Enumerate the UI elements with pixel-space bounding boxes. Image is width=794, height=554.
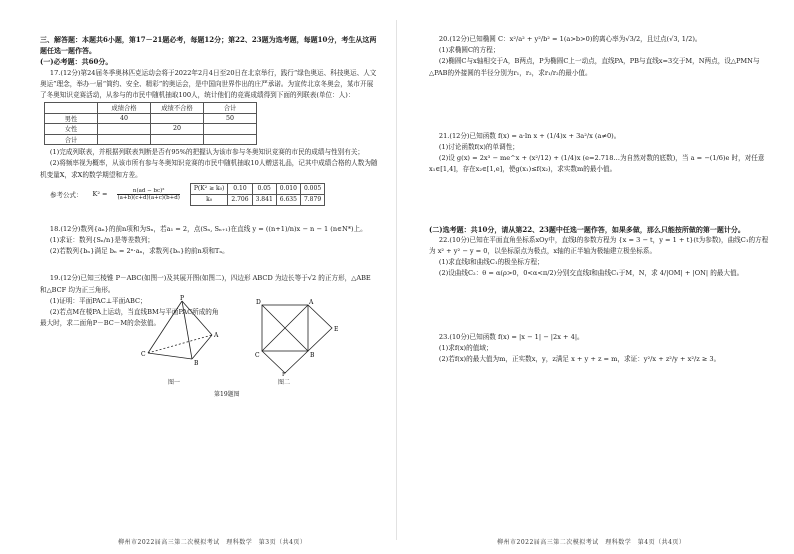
q19-sub1: (1)证明：平面PAC⊥平面ABC； (49, 296, 147, 305)
contingency-table (44, 102, 257, 145)
table-row (45, 134, 257, 145)
label-p: P (180, 295, 185, 303)
fig2-caption: 图二 (278, 379, 291, 387)
formula-denominator: (a+b)(c+d)(a+c)(b+d) (117, 194, 180, 201)
critical-value-table (190, 183, 325, 206)
table-cell: k₀ (190, 194, 228, 205)
label-a2: A (309, 299, 314, 307)
table-cell: 0.10 (228, 183, 252, 194)
q21-sub2: (2)设 g(x) = 2x³ − me^x + (x²/12) + (1/4)x (e=2.718…为自然对数的底数)，当 a = −(1/6)e 时，对任意x₁∈[1,4]，存在x₂∈[1,e]，使g(x₁)≤f(x₂)，求实数m的最小值。 (429, 154, 765, 174)
table-row (190, 194, 324, 205)
q17-sub2: (2)将频率视为概率，从该市所有参与冬奥知识竞赛的市民中随机抽取10人赠送礼品，记其中成绩合格的人数为随机变量X，求X的数学期望和方差。 (40, 159, 378, 179)
q18-sub1: (1)求证：数列{Sₙ/n}是等差数列； (49, 236, 154, 245)
q17-sub1: (1)完成列联表，并根据列联表判断是否有95%的把握认为该市参与冬奥知识竞赛的市民的成绩与性别有关； (49, 148, 365, 157)
table-cell (151, 134, 204, 145)
label-c: C (141, 351, 146, 359)
label-a: A (214, 332, 219, 340)
table-cell (151, 113, 204, 124)
q23-sub2: (2)若f(x)的最大值为m，正实数x，y，z满足 x + y + z = m，求证：y²/x + z²/y + x²/z ≥ 3。 (438, 355, 721, 364)
label-c2: C (255, 352, 260, 360)
q20-text: 20.(12分)已知椭圆 C：x²/a² + y²/b² = 1(a>b>0)的离心率为√3/2，且过点(√3, 1/2)。 (438, 35, 702, 43)
page-footer: 柳州市2022届高三第二次模拟考试 理科数学 第3页（共4页） (118, 539, 307, 546)
formula-lhs: K² = (92, 190, 108, 199)
table-cell: 女性 (45, 124, 98, 135)
table-cell (98, 124, 151, 135)
formula-fraction (117, 188, 179, 201)
q21-sub1: (1)讨论函数f(x)的单调性； (438, 143, 519, 152)
formula-numerator: n(ad − bc)² (117, 188, 179, 195)
table-row (45, 124, 257, 135)
table-cell: 50 (204, 113, 257, 124)
formula-label: 参考公式： (50, 190, 83, 199)
label-d: D (256, 299, 261, 307)
q19-text: 19.(12分)已知三棱锥 P－ABC(如图一)及其展开图(如图二)，四边形 ABCD 为边长等于√2 的正方形，△ABE 和△BCF 均为正三角形。 (40, 274, 371, 294)
table-cell: 6.635 (276, 194, 300, 205)
table-cell (98, 134, 151, 145)
table-header-cell: 成绩合格 (98, 103, 151, 114)
q23-sub1: (1)求f(x)的值域； (438, 343, 493, 352)
table-header-row (45, 103, 257, 114)
q21-text: 21.(12分)已知函数 f(x) = a·ln x + (1/4)x + 3a²/x (a≠0)。 (438, 131, 621, 140)
table-cell: 20 (151, 124, 204, 135)
figure-title: 第19题图 (214, 391, 240, 399)
table-cell: 0.005 (300, 183, 324, 194)
label-b: B (194, 360, 199, 368)
reference-formula (50, 183, 379, 206)
label-e: E (334, 326, 339, 334)
q19-figures (132, 295, 372, 377)
figure-two-net (262, 305, 332, 373)
table-cell: 3.841 (252, 194, 276, 205)
q18-sub2: (2)若数列{bₙ}满足 bₙ = 2ⁿ·aₙ，求数列{bₙ}的前n项和Tₙ。 (49, 247, 229, 256)
page-footer: 柳州市2022届高三第二次模拟考试 理科数学 第4页（共4页） (497, 539, 686, 546)
fig1-caption: 图一 (168, 379, 181, 387)
table-cell: 2.706 (228, 194, 252, 205)
elective-title: (二)选考题：共10分，请从第22、23题中任选一题作答，如果多做，那么只能按所做的第一题计分。 (429, 224, 745, 234)
table-cell: 40 (98, 113, 151, 124)
q20-sub1: (1)求椭圆C的方程； (438, 46, 500, 55)
table-header-cell: 成绩不合格 (151, 103, 204, 114)
table-cell (204, 124, 257, 135)
label-f: F (282, 372, 286, 378)
table-row (45, 113, 257, 124)
table-row (190, 183, 324, 194)
table-cell: 合计 (45, 134, 98, 145)
page-4 (397, 0, 794, 554)
figure-captions (132, 377, 372, 399)
q22-text: 22.(10分)已知在平面直角坐标系xOy中，直线l的参数方程为 {x = 3 − t，y = 1 + t}(t为参数)，曲线C₁的方程为 x² + y² − y = 0，以坐标原点为极点，x轴的正半轴为极轴建立极坐标系。 (429, 235, 769, 256)
q22-sub1: (1)求直线l和曲线C₁的极坐标方程； (438, 258, 544, 267)
subsection-title: (一)必考题：共60分。 (40, 57, 113, 67)
table-cell (204, 134, 257, 145)
table-cell: 0.05 (252, 183, 276, 194)
section-title: 三、解答题：本题共6小题，第17－21题必考，每题12分；第22、23题为选考题，每题10分，考生从这两题任选一题作答。 (40, 35, 377, 56)
table-cell: 男性 (45, 113, 98, 124)
table-header-cell: 合计 (204, 103, 257, 114)
q22-sub2: (2)设曲线C₂：θ = α(ρ>0，0<α<π/2)分别交直线l和曲线C₁于M，N，求 4/|OM| + |ON| 的最大值。 (438, 269, 744, 278)
q18-text: 18.(12分)数列{aₙ}的前n项和为Sₙ，若a₁ = 2，点(Sₙ, Sₙ₊₁)在直线 y = ((n+1)/n)x − n − 1 (n∈N*)上。 (49, 224, 367, 233)
label-b2: B (310, 352, 315, 360)
q19-sub2: (2)若点M在棱PA上运动，当直线BM与平面PAC所成的角最大时，求二面角P－BC－M的余弦值。 (40, 308, 219, 328)
table-header-cell (45, 103, 98, 114)
q17-text: 17.(12分)第24届冬季奥林匹克运动会将于2022年2月4日至20日在北京举行，践行“绿色奥运、科技奥运、人文奥运”理念，举办一届“简约、安全、精彩”的奥运会，是中国向世界作出的庄严承诺。为宣传北京冬奥会，某市开展了冬奥知识竞赛活动，从参与的市民中随机抽取100人，统计他们的竞赛成绩得到下面的列联表(单位：人)： (40, 68, 377, 100)
figure-one-tetrahedron (148, 301, 212, 359)
table-cell: P(K² ≥ k₀) (190, 183, 228, 194)
q23-text: 23.(10分)已知函数 f(x) = |x − 1| − |2x + 4|。 (438, 332, 584, 341)
q20-sub2: (2)椭圆C与x轴相交于A，B两点，P为椭圆C上一动点，直线PA，PB与直线x=3交于M，N两点，设△PMN与△PAB的外接圆的半径分别为r₁，r₂，求r₁/r₂的最小值。 (429, 57, 760, 77)
table-cell: 7.879 (300, 194, 324, 205)
q19-figure-svg (132, 295, 372, 377)
table-cell: 0.010 (276, 183, 300, 194)
